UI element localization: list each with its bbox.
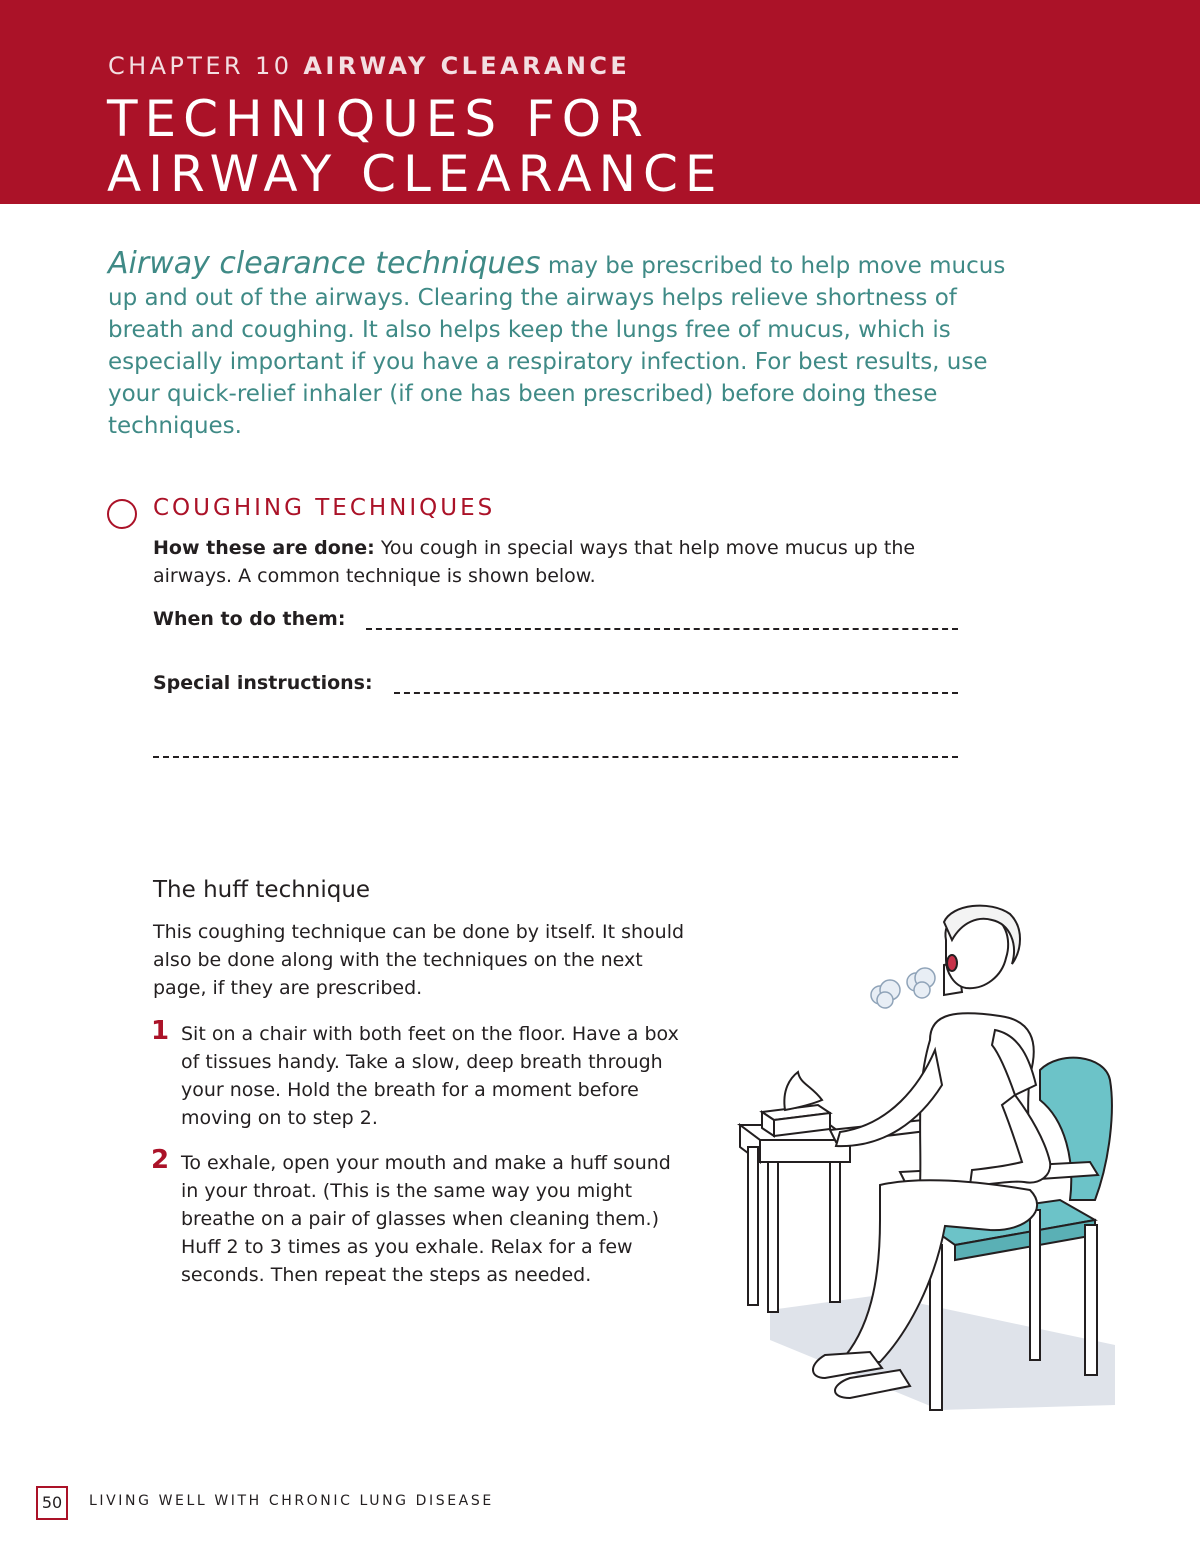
section-circle-icon	[107, 499, 137, 529]
breath-puffs	[871, 968, 935, 1008]
huff-technique-title: The huff technique	[153, 877, 371, 903]
intro-paragraph	[108, 248, 1028, 442]
tissue-box-icon	[762, 1072, 830, 1136]
step-2-text: To exhale, open your mouth and make a huff sound in your throat. (This is the same way you might breathe on a pair of glasses when cleaning them.) Huff 2 to 3 times as you exhale. Relax for a few seconds. Then repeat the steps as needed.	[181, 1152, 671, 1286]
step-1-number: 1	[151, 1016, 170, 1046]
footer-book-title: LIVING WELL WITH CHRONIC LUNG DISEASE	[89, 1493, 494, 1509]
how-done-label: How these are done:	[153, 537, 375, 559]
huff-technique-illustration	[730, 900, 1130, 1420]
how-done-body: You cough in special ways that help move mucus up the airways. A common technique is shown below.	[153, 537, 916, 587]
page-title-line-2: AIRWAY CLEARANCE	[107, 145, 724, 203]
when-blank-line[interactable]	[366, 628, 958, 630]
page-number-box: 50	[36, 1486, 68, 1520]
page-title-line-1: TECHNIQUES FOR	[107, 90, 650, 148]
side-table	[740, 1125, 850, 1312]
huff-technique-description: This coughing technique can be done by itself. It should also be done along with the techniques on the next page, if they are prescribed.	[153, 921, 685, 999]
how-done-text	[153, 534, 973, 590]
chapter-header-banner	[0, 0, 1200, 204]
chapter-name: AIRWAY CLEARANCE	[303, 52, 631, 80]
special-instructions-blank-line[interactable]	[394, 692, 958, 694]
section-heading-coughing: COUGHING TECHNIQUES	[153, 495, 496, 521]
special-instructions-label: Special instructions:	[153, 672, 373, 694]
step-2-number: 2	[151, 1145, 170, 1175]
when-label: When to do them:	[153, 608, 346, 630]
chapter-prefix: CHAPTER 10	[108, 52, 293, 80]
step-1-text: Sit on a chair with both feet on the floor. Have a box of tissues handy. Take a slow, deep breath through your nose. Hold the breath for a moment before moving on to step 2.	[181, 1023, 679, 1129]
intro-body: may be prescribed to help move mucus up and out of the airways. Clearing the airways helps relieve shortness of breath and coughing. It also helps keep the lungs free of mucus, which is especially important if you have a respiratory infection. For best results, use your quick-relief inhaler (if one has been prescribed) before doing these techniques.	[108, 253, 1006, 439]
intro-lead: Airway clearance techniques	[108, 246, 541, 281]
chapter-label	[108, 52, 630, 80]
special-instructions-blank-line-2[interactable]	[153, 756, 958, 758]
